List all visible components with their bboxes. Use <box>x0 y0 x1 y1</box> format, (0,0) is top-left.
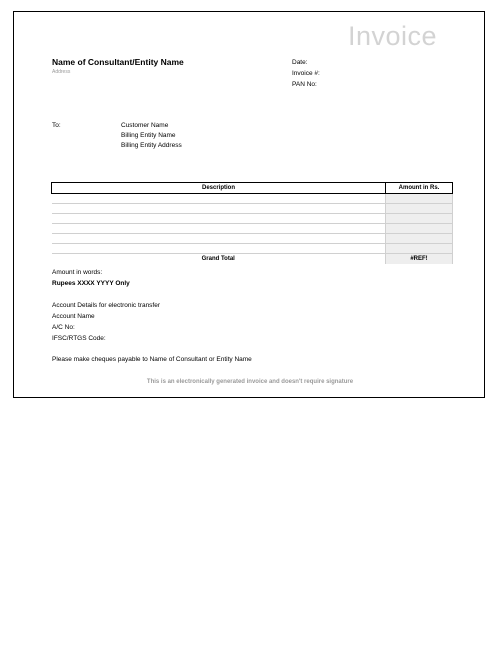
table-row <box>52 244 453 254</box>
ifsc-code-label: IFSC/RTGS Code: <box>52 335 106 342</box>
description-cell <box>52 194 386 204</box>
to-label: To: <box>52 122 61 129</box>
description-cell <box>52 204 386 214</box>
grand-total-label: Grand Total <box>201 256 235 262</box>
table-row <box>52 224 453 234</box>
table-row <box>52 214 453 224</box>
description-cell <box>52 244 386 254</box>
table-row <box>52 194 453 204</box>
amount-cell <box>386 204 453 214</box>
amount-cell <box>386 244 453 254</box>
entity-name: Name of Consultant/Entity Name <box>52 57 184 67</box>
items-table <box>51 182 453 264</box>
amount-cell <box>386 194 453 204</box>
entity-address: Address <box>52 69 71 75</box>
billing-entity-name: Billing Entity Name <box>121 132 176 139</box>
account-number-label: A/C No: <box>52 324 75 331</box>
footer-note: This is an electronically generated invoice and doesn't require signature <box>146 379 354 385</box>
amount-cell <box>386 234 453 244</box>
customer-name: Customer Name <box>121 122 169 129</box>
amount-words-label: Amount in words: <box>52 269 103 276</box>
amount-cell <box>386 214 453 224</box>
amount-cell <box>386 224 453 234</box>
invoice-number-label: Invoice #: <box>292 70 320 77</box>
description-cell <box>52 234 386 244</box>
description-header: Description <box>52 183 386 194</box>
description-cell <box>52 224 386 234</box>
amount-header: Amount in Rs. <box>386 183 453 194</box>
account-name-label: Account Name <box>52 313 95 320</box>
table-row <box>52 204 453 214</box>
invoice-title: Invoice <box>348 21 438 51</box>
amount-words-value: Rupees XXXX YYYY Only <box>52 280 130 287</box>
account-details-heading: Account Details for electronic transfer <box>52 302 161 309</box>
grand-total-value: #REF! <box>386 254 453 265</box>
table-row <box>52 234 453 244</box>
pan-label: PAN No: <box>292 81 317 88</box>
description-cell <box>52 214 386 224</box>
billing-entity-address: Billing Entity Address <box>121 142 182 149</box>
invoice-sheet <box>13 11 485 398</box>
cheque-note: Please make cheques payable to Name of Consultant or Entity Name <box>52 356 252 363</box>
date-label: Date: <box>292 59 308 66</box>
